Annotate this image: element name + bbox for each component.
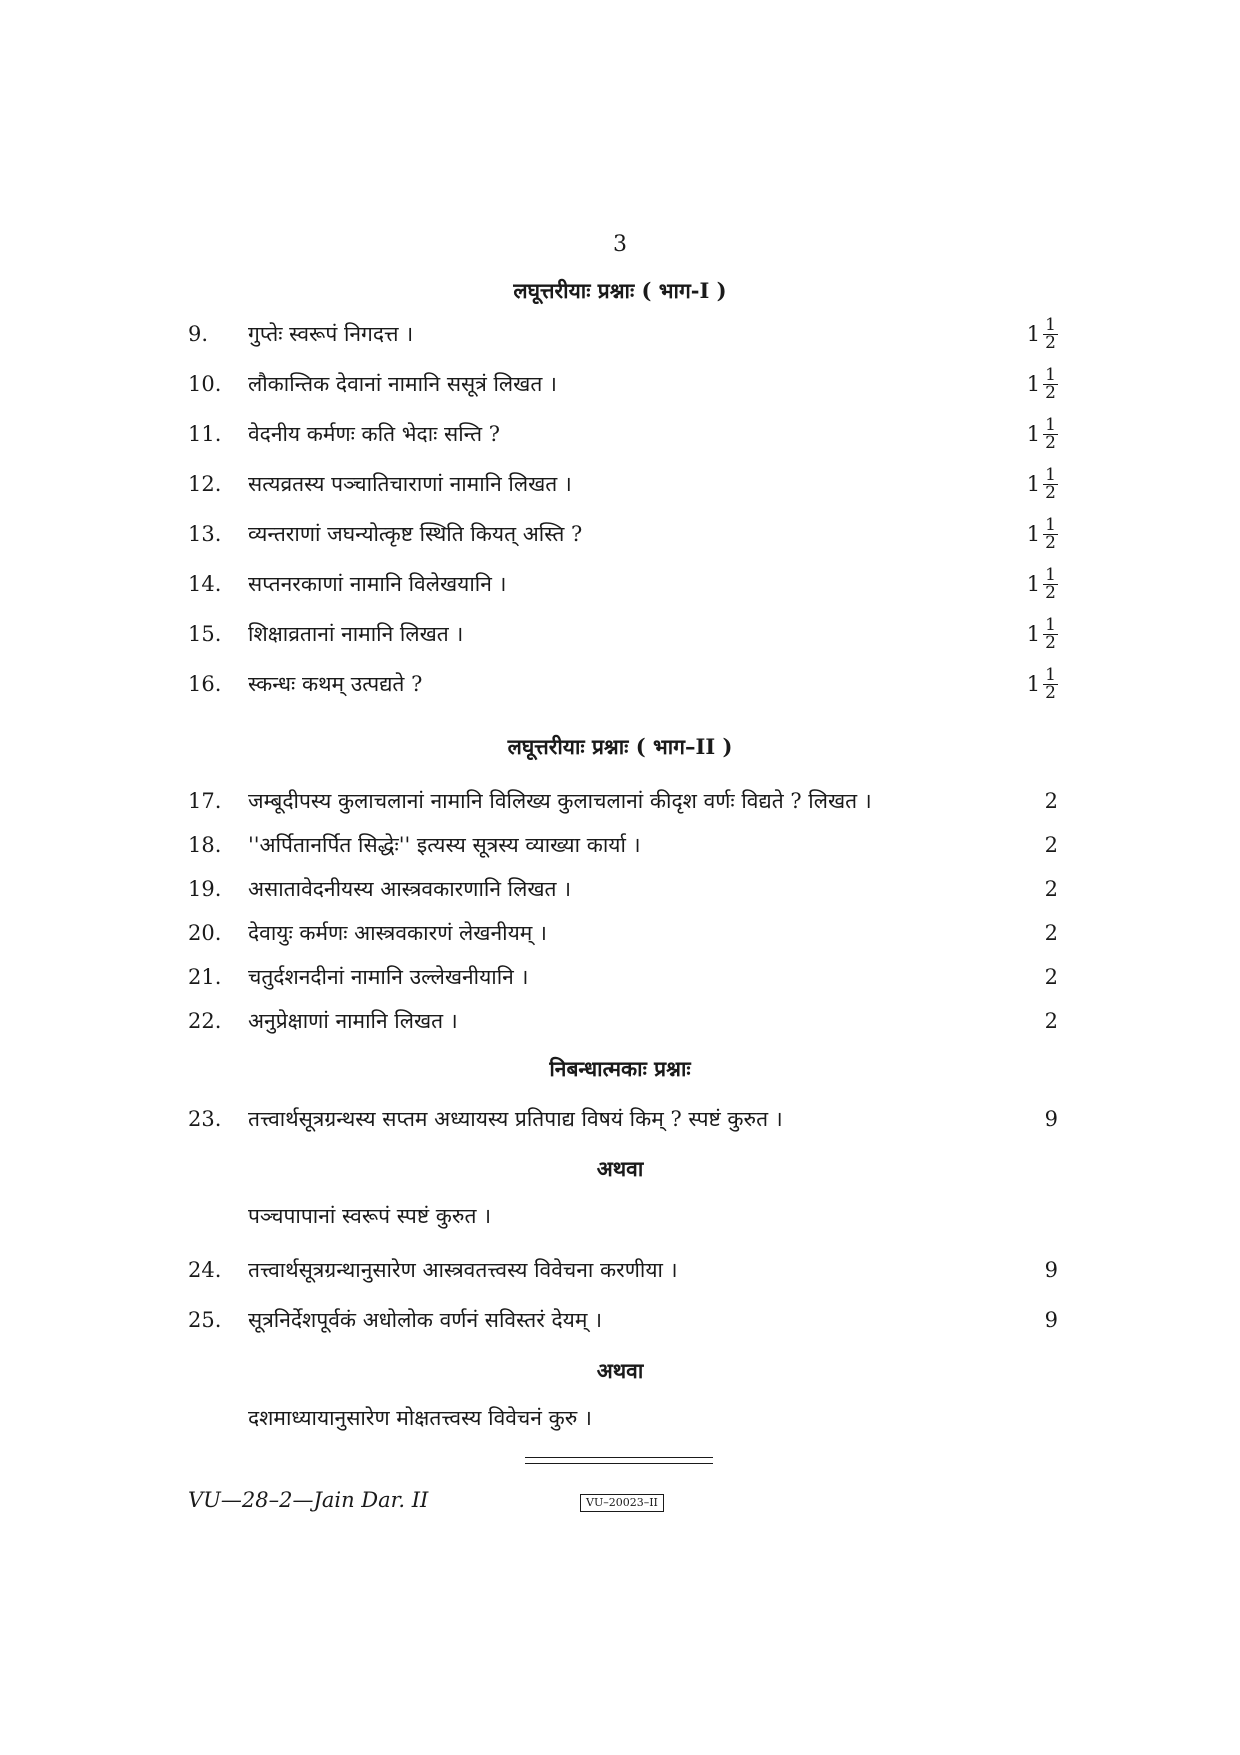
question-text: लौकान्तिक देवानां नामानि ससूत्रं लिखत । xyxy=(248,372,557,396)
question-row xyxy=(188,825,1058,865)
question-row xyxy=(188,1300,1058,1340)
question-row xyxy=(188,614,1058,654)
question-marks xyxy=(998,464,1058,503)
question-row xyxy=(188,564,1058,604)
marks-fraction: $\frac{1}{2}$ xyxy=(1045,364,1056,403)
question-row xyxy=(188,781,1058,821)
end-double-rule xyxy=(525,1457,713,1464)
question-number: 20. xyxy=(188,921,222,945)
question-text: देवायुः कर्मणः आस्त्रवकारणं लेखनीयम् । xyxy=(248,921,547,945)
question-marks: 9 xyxy=(1044,1258,1058,1282)
marks-fraction: $\frac{1}{2}$ xyxy=(1045,314,1056,353)
question-marks: 9 xyxy=(1044,1107,1058,1131)
question-number: 9. xyxy=(188,322,209,346)
question-marks: 2 xyxy=(1044,1009,1058,1033)
question-number: 11. xyxy=(188,422,222,446)
question-number: 25. xyxy=(188,1308,222,1332)
question-marks: 2 xyxy=(1044,965,1058,989)
marks-fraction: $\frac{1}{2}$ xyxy=(1045,414,1056,453)
part2-heading: लघूत्तरीयाः प्रश्नाः ( भाग–II ) xyxy=(507,734,733,759)
question-row xyxy=(188,913,1058,953)
question-number: 15. xyxy=(188,622,222,646)
question-marks xyxy=(998,514,1058,553)
question-row xyxy=(188,364,1058,404)
or-label: अथवा xyxy=(596,1156,644,1181)
question-row xyxy=(188,464,1058,504)
question-marks: 2 xyxy=(1044,833,1058,857)
question-row xyxy=(188,664,1058,704)
question-marks xyxy=(998,414,1058,453)
question-number: 17. xyxy=(188,789,222,813)
question-row xyxy=(188,314,1058,354)
question-row xyxy=(188,1250,1058,1290)
question-marks: 2 xyxy=(1044,789,1058,813)
question-text: सप्तनरकाणां नामानि विलेखयानि । xyxy=(248,572,507,596)
marks-fraction: $\frac{1}{2}$ xyxy=(1045,464,1056,503)
marks-whole: 1 xyxy=(1026,622,1041,646)
question-marks: 2 xyxy=(1044,921,1058,945)
question-marks: 9 xyxy=(1044,1308,1058,1332)
marks-fraction: $\frac{1}{2}$ xyxy=(1045,564,1056,603)
question-text: स्कन्धः कथम् उत्पद्यते ? xyxy=(248,672,423,696)
question-number: 23. xyxy=(188,1107,222,1131)
marks-whole: 1 xyxy=(1026,322,1041,346)
question-row xyxy=(188,514,1058,554)
part1-heading: लघूत्तरीयाः प्रश्नाः ( भाग-I ) xyxy=(513,278,727,303)
question-number: 12. xyxy=(188,472,222,496)
marks-whole: 1 xyxy=(1026,472,1041,496)
marks-whole: 1 xyxy=(1026,522,1041,546)
marks-whole: 1 xyxy=(1026,672,1041,696)
question-text: तत्त्वार्थसूत्रग्रन्थस्य सप्तम अध्यायस्य प्रतिपाद्य विषयं किम् ? स्पष्टं कुरुत । xyxy=(248,1107,783,1131)
question-text: तत्त्वार्थसूत्रग्रन्थानुसारेण आस्त्रवतत्त्वस्य विवेचना करणीया । xyxy=(248,1258,678,1282)
question-number: 10. xyxy=(188,372,222,396)
question-number: 13. xyxy=(188,522,222,546)
question-number: 22. xyxy=(188,1009,222,1033)
question-row xyxy=(188,869,1058,909)
question-number: 14. xyxy=(188,572,222,596)
marks-whole: 1 xyxy=(1026,372,1041,396)
footer-paper-code: VU—28–2—Jain Dar. II xyxy=(188,1488,429,1512)
question-text: गुप्तेः स्वरूपं निगदत्त । xyxy=(248,322,414,346)
marks-whole: 1 xyxy=(1026,572,1041,596)
alternative-question-text: दशमाध्यायानुसारेण मोक्षतत्त्वस्य विवेचनं कुरु । xyxy=(248,1406,592,1430)
footer-boxed-code: VU–20023–II xyxy=(580,1494,664,1512)
question-text: शिक्षाव्रतानां नामानि लिखत । xyxy=(248,622,464,646)
question-marks xyxy=(998,314,1058,353)
question-text: सूत्रनिर्देशपूर्वकं अधोलोक वर्णनं सविस्तरं देयम् । xyxy=(248,1308,603,1332)
question-text: व्यन्तराणां जघन्योत्कृष्ट स्थिति कियत् अस्ति ? xyxy=(248,522,583,546)
marks-fraction: $\frac{1}{2}$ xyxy=(1045,614,1056,653)
question-number: 21. xyxy=(188,965,222,989)
question-text: ''अर्पितानर्पित सिद्धेः'' इत्यस्य सूत्रस्य व्याख्या कार्या । xyxy=(248,833,641,857)
question-marks xyxy=(998,364,1058,403)
question-text: जम्बूदीपस्य कुलाचलानां नामानि विलिख्य कुलाचलानां कीदृश वर्णः विद्यते ? लिखत । xyxy=(248,789,872,813)
question-number: 18. xyxy=(188,833,222,857)
question-marks: 2 xyxy=(1044,877,1058,901)
question-text: वेदनीय कर्मणः कति भेदाः सन्ति ? xyxy=(248,422,501,446)
question-number: 24. xyxy=(188,1258,222,1282)
question-number: 16. xyxy=(188,672,222,696)
or-label: अथवा xyxy=(596,1358,644,1383)
question-marks xyxy=(998,564,1058,603)
question-text: चतुर्दशनदीनां नामानि उल्लेखनीयानि । xyxy=(248,965,529,989)
question-marks xyxy=(998,614,1058,653)
question-text: सत्यव्रतस्य पञ्चातिचाराणां नामानि लिखत । xyxy=(248,472,572,496)
question-row xyxy=(188,957,1058,997)
question-number: 19. xyxy=(188,877,222,901)
question-text: अनुप्रेक्षाणां नामानि लिखत । xyxy=(248,1009,458,1033)
alternative-question-text: पञ्चपापानां स्वरूपं स्पष्टं कुरुत । xyxy=(248,1204,492,1228)
question-row xyxy=(188,414,1058,454)
page-number: 3 xyxy=(613,232,627,257)
question-row xyxy=(188,1099,1058,1139)
marks-whole: 1 xyxy=(1026,422,1041,446)
question-text: असातावेदनीयस्य आस्त्रवकारणानि लिखत । xyxy=(248,877,572,901)
question-row xyxy=(188,1001,1058,1041)
essay-heading: निबन्धात्मकाः प्रश्नाः xyxy=(549,1056,691,1081)
marks-fraction: $\frac{1}{2}$ xyxy=(1045,664,1056,703)
marks-fraction: $\frac{1}{2}$ xyxy=(1045,514,1056,553)
question-marks xyxy=(998,664,1058,703)
